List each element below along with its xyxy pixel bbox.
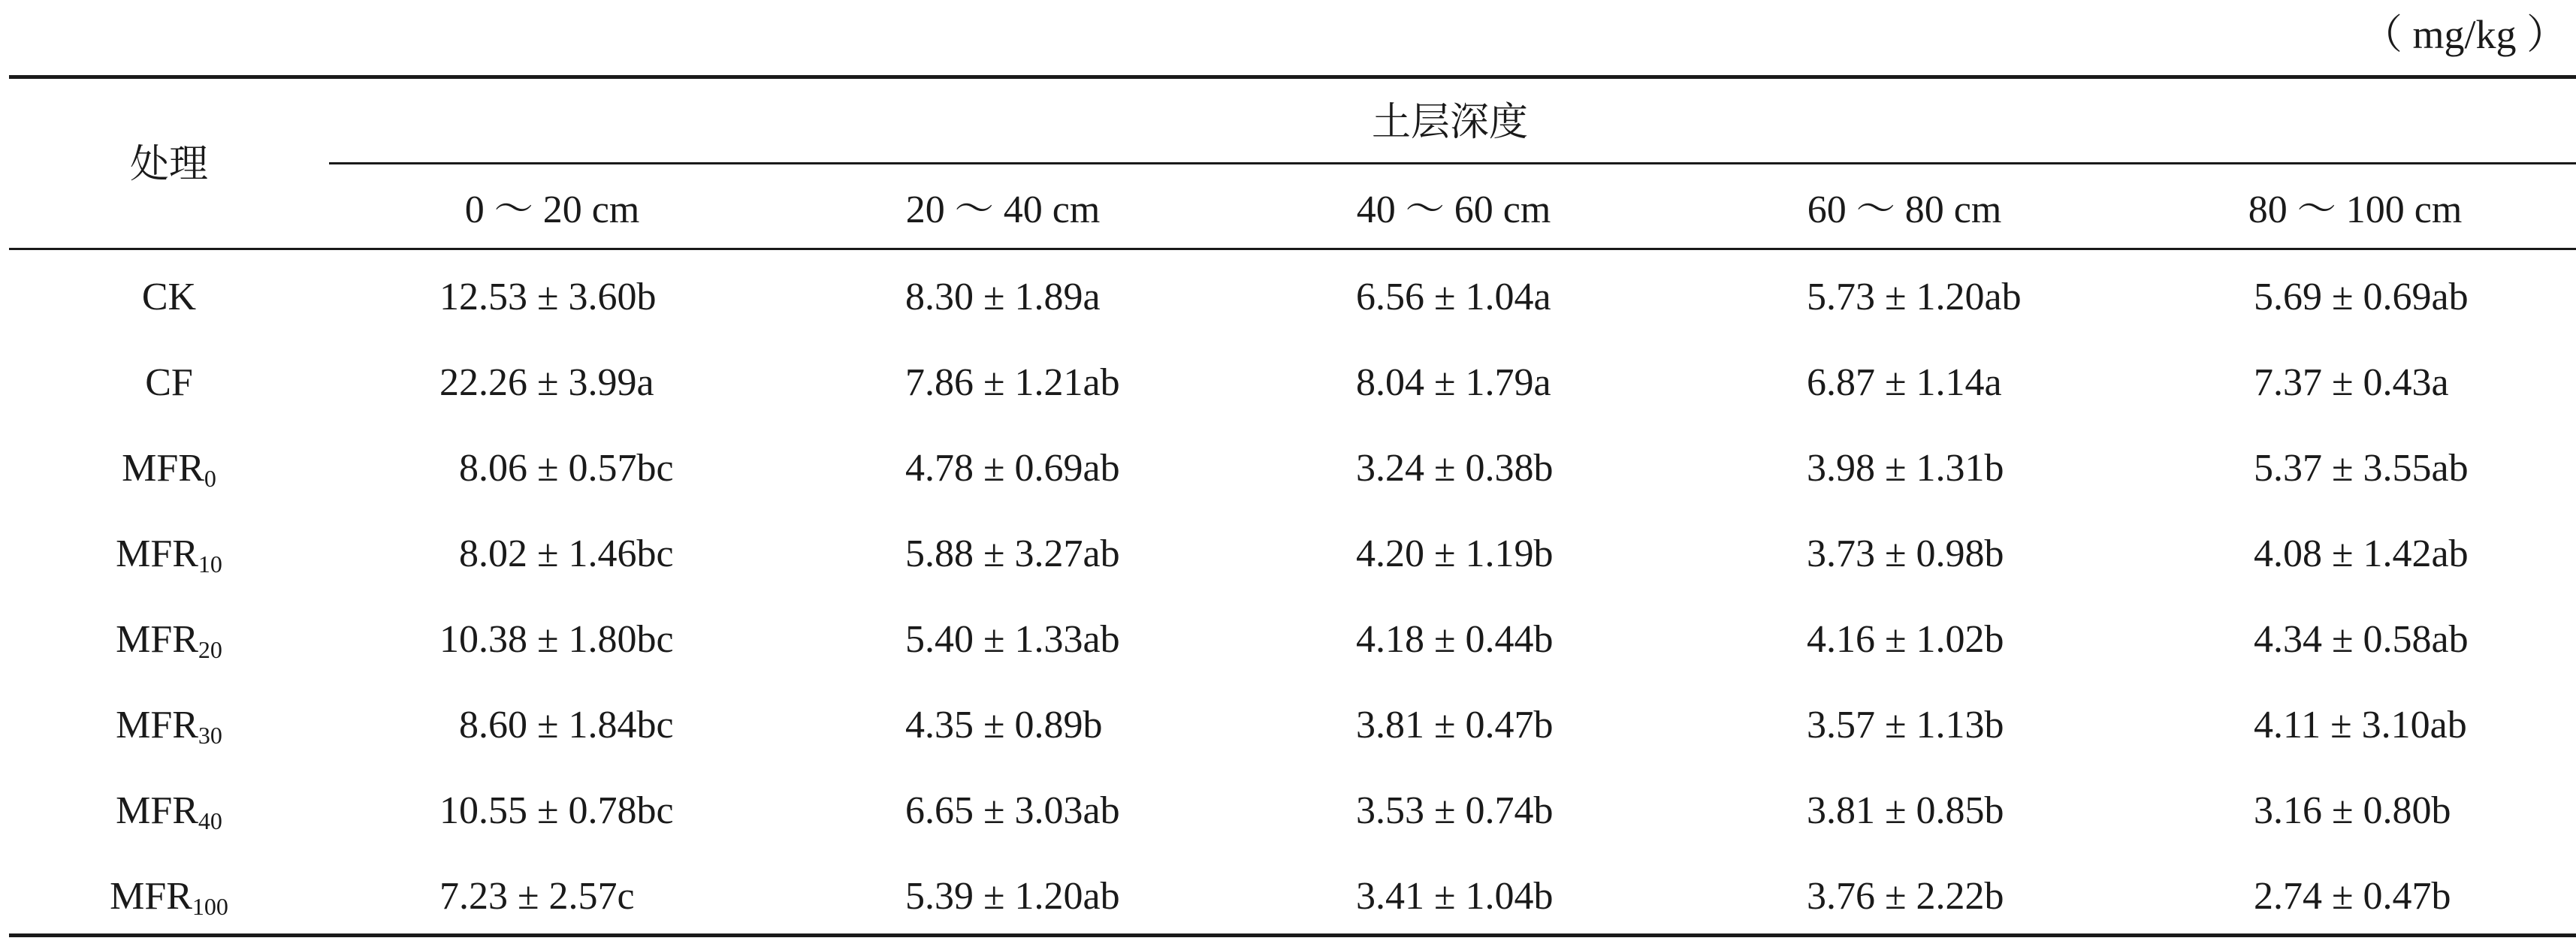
row-label-subscript: 10 xyxy=(198,550,222,578)
table-cell: 6.65 ± 3.03ab xyxy=(905,789,1120,832)
table-cell: 3.24 ± 0.38b xyxy=(1356,447,1554,490)
table-cell: 10.38 ± 1.80bc xyxy=(439,618,674,661)
row-label-subscript: 30 xyxy=(198,722,222,749)
table-cell: 7.37 ± 0.43a xyxy=(2254,361,2449,404)
treatment-header: 处理 xyxy=(129,143,209,186)
row-label xyxy=(145,360,193,406)
table-cell: 3.73 ± 0.98b xyxy=(1807,532,2004,575)
row-label xyxy=(116,789,222,834)
row-label-subscript: 0 xyxy=(204,465,216,492)
row-label-text: CK xyxy=(141,276,197,318)
row-label xyxy=(116,617,222,662)
unit-label: （ mg/kg ） xyxy=(2361,12,2567,57)
row-label xyxy=(122,446,216,491)
table-cell: 3.57 ± 1.13b xyxy=(1807,704,2004,746)
table-cell: 5.39 ± 1.20ab xyxy=(905,875,1120,918)
row-label-text: MFR xyxy=(116,789,198,832)
table-cell: 3.41 ± 1.04b xyxy=(1356,875,1554,918)
table-cell: 5.88 ± 3.27ab xyxy=(905,532,1120,575)
row-label xyxy=(110,874,228,919)
soil-depth-group-rule xyxy=(329,162,2576,164)
table-cell: 5.73 ± 1.20ab xyxy=(1807,276,2022,318)
table-cell: 12.53 ± 3.60b xyxy=(439,276,657,318)
table-cell: 4.34 ± 0.58ab xyxy=(2254,618,2469,661)
row-label-text: MFR xyxy=(116,704,198,746)
row-label-text: MFR xyxy=(122,447,204,490)
table-cell: 2.74 ± 0.47b xyxy=(2254,875,2451,918)
table-cell: 10.55 ± 0.78bc xyxy=(439,789,674,832)
row-label-text: MFR xyxy=(110,875,192,918)
table-cell: 4.11 ± 3.10ab xyxy=(2254,704,2467,746)
table-cell: 4.18 ± 0.44b xyxy=(1356,618,1554,661)
table-cell: 4.08 ± 1.42ab xyxy=(2254,532,2469,575)
table-cell: 8.06 ± 0.57bc xyxy=(439,447,674,490)
table-cell: 8.02 ± 1.46bc xyxy=(439,532,674,575)
table-cell: 5.69 ± 0.69ab xyxy=(2254,276,2469,318)
table-cell: 3.76 ± 2.22b xyxy=(1807,875,2004,918)
row-label xyxy=(116,703,222,748)
table-cell: 4.35 ± 0.89b xyxy=(905,704,1103,746)
table-cell: 7.23 ± 2.57c xyxy=(439,875,635,918)
table-bottom-rule xyxy=(9,933,2576,937)
table-cell: 4.20 ± 1.19b xyxy=(1356,532,1554,575)
table-cell: 6.56 ± 1.04a xyxy=(1356,276,1551,318)
row-label xyxy=(116,532,222,577)
table-cell: 5.37 ± 3.55ab xyxy=(2254,447,2469,490)
table-cell: 8.04 ± 1.79a xyxy=(1356,361,1551,404)
row-label-subscript: 40 xyxy=(198,807,222,834)
table-cell: 22.26 ± 3.99a xyxy=(439,361,654,404)
table-cell: 6.87 ± 1.14a xyxy=(1807,361,2002,404)
row-label-text: MFR xyxy=(116,618,198,661)
table-cell: 7.86 ± 1.21ab xyxy=(905,361,1120,404)
table-cell: 4.16 ± 1.02b xyxy=(1807,618,2004,661)
table-cell: 4.78 ± 0.69ab xyxy=(905,447,1120,490)
column-header-depth-1: 0 ～ 20 cm xyxy=(464,188,640,231)
column-header-depth-4: 60 ～ 80 cm xyxy=(1807,188,2002,231)
table-cell: 3.16 ± 0.80b xyxy=(2254,789,2451,832)
table-cell: 3.81 ± 0.47b xyxy=(1356,704,1554,746)
table-cell: 3.81 ± 0.85b xyxy=(1807,789,2004,832)
row-label-text: MFR xyxy=(116,532,198,575)
table-cell: 8.60 ± 1.84bc xyxy=(439,704,674,746)
table-cell: 5.40 ± 1.33ab xyxy=(905,618,1120,661)
row-label-subscript: 100 xyxy=(192,893,228,920)
soil-depth-header: 土层深度 xyxy=(1371,101,1529,144)
column-header-depth-2: 20 ～ 40 cm xyxy=(905,188,1101,231)
row-label xyxy=(142,275,196,320)
table-cell: 8.30 ± 1.89a xyxy=(905,276,1101,318)
table-cell: 3.53 ± 0.74b xyxy=(1356,789,1554,832)
table-top-rule xyxy=(9,75,2576,79)
header-bottom-rule xyxy=(9,248,2576,250)
column-header-depth-5: 80 ～ 100 cm xyxy=(2248,188,2463,231)
table-cell: 3.98 ± 1.31b xyxy=(1807,447,2004,490)
row-label-text: CF xyxy=(145,361,193,404)
row-label-subscript: 20 xyxy=(198,636,222,663)
column-header-depth-3: 40 ～ 60 cm xyxy=(1356,188,1551,231)
